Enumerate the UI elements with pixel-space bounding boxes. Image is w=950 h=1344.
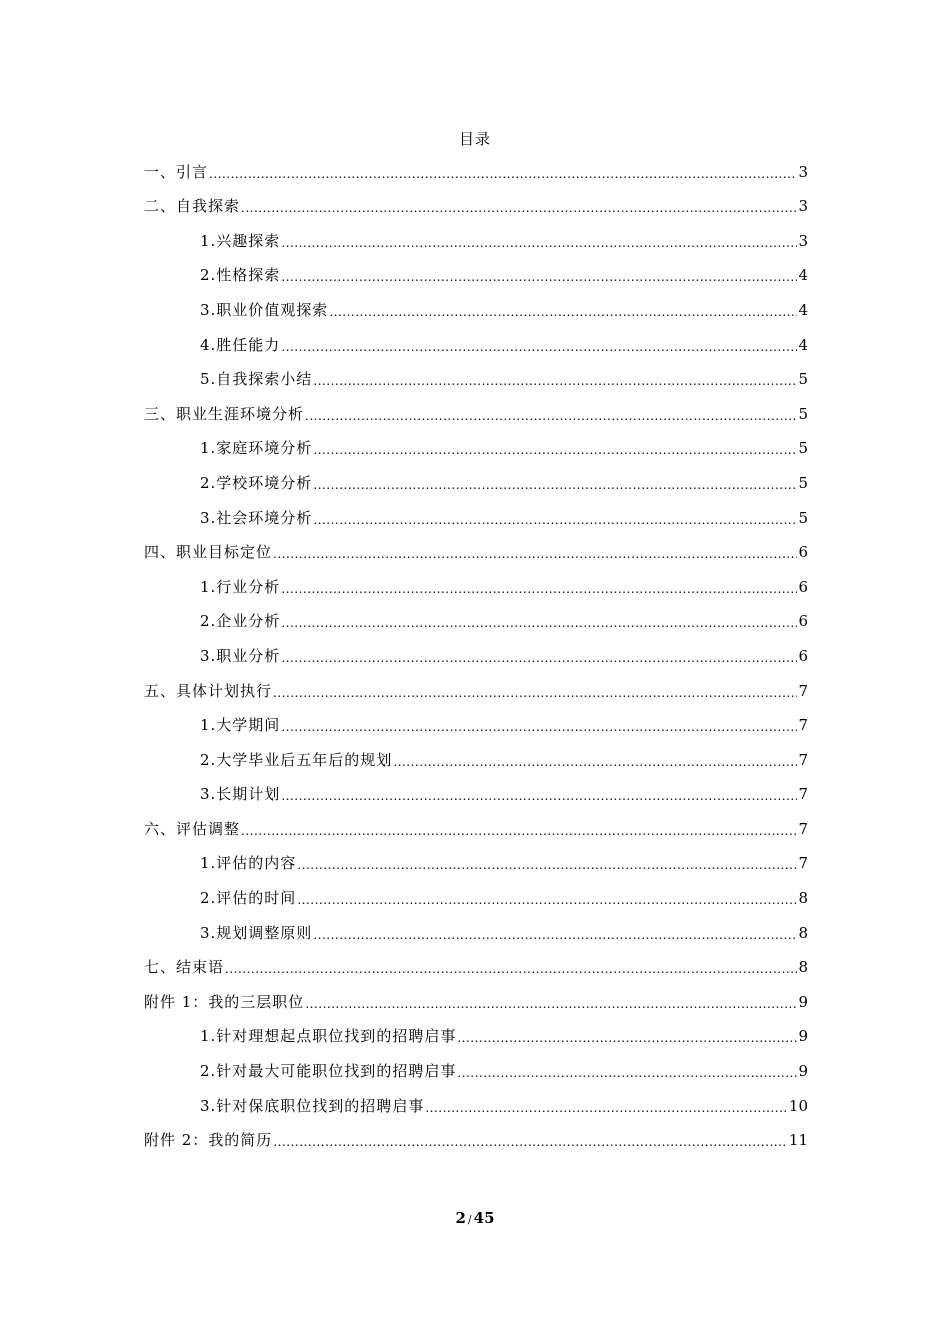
toc-dot-leader: [305, 997, 797, 1013]
toc-entry[interactable]: [144, 981, 808, 1016]
toc-dot-leader: [313, 374, 797, 390]
toc-entry[interactable]: [144, 947, 808, 982]
toc-dot-leader: [281, 651, 797, 667]
toc-title: 目录: [458, 130, 491, 148]
toc-entry[interactable]: [144, 877, 808, 912]
toc-dot-leader: [281, 236, 797, 252]
toc-entry-label: 一、引言: [144, 162, 209, 181]
toc-entry-page-number: 6: [798, 646, 808, 665]
toc-entry-page-number: 5: [798, 473, 808, 492]
toc-entry[interactable]: [144, 359, 808, 394]
toc-entry[interactable]: [144, 255, 808, 290]
toc-entry-page-number: 9: [798, 1027, 808, 1046]
toc-dot-leader: [281, 616, 797, 632]
toc-entry-label: 七、结束语: [144, 958, 225, 977]
toc-entry-page-number: 8: [798, 889, 808, 908]
toc-entry-page-number: 4: [798, 266, 808, 285]
toc-dot-leader: [281, 720, 797, 736]
toc-entry-label: 1.大学期间: [200, 716, 281, 735]
toc-entry-page-number: 6: [798, 612, 808, 631]
toc-entry-page-number: 6: [798, 577, 808, 596]
toc-dot-leader: [281, 582, 797, 598]
toc-entry-label: 1.兴趣探索: [200, 231, 281, 250]
toc-entry-page-number: 7: [798, 854, 808, 873]
toc-entry[interactable]: [144, 774, 808, 809]
toc-entry-label: 四、职业目标定位: [144, 543, 273, 562]
toc-entry-page-number: 3: [798, 162, 808, 181]
toc-entry-label: 1.行业分析: [200, 577, 281, 596]
toc-entry-page-number: 7: [798, 785, 808, 804]
toc-entry-page-number: 7: [798, 716, 808, 735]
toc-entry-label: 1.评估的内容: [200, 854, 297, 873]
toc-entry-label: 三、职业生涯环境分析: [144, 404, 305, 423]
toc-dot-leader: [273, 686, 797, 702]
toc-entry-label: 4.胜任能力: [200, 335, 281, 354]
toc-list: [144, 151, 808, 1154]
toc-entry[interactable]: [144, 151, 808, 186]
toc-entry-page-number: 3: [798, 231, 808, 250]
toc-dot-leader: [273, 547, 797, 563]
toc-entry-label: 附件 2：我的简历: [144, 1131, 273, 1150]
toc-entry-page-number: 4: [798, 300, 808, 319]
toc-dot-leader: [281, 270, 797, 286]
toc-dot-leader: [241, 824, 797, 840]
toc-entry[interactable]: [144, 1120, 808, 1155]
toc-dot-leader: [273, 1135, 788, 1151]
toc-dot-leader: [313, 513, 797, 529]
toc-dot-leader: [297, 858, 797, 874]
toc-entry[interactable]: [144, 324, 808, 359]
toc-entry-label: 2.性格探索: [200, 266, 281, 285]
toc-entry[interactable]: [144, 1050, 808, 1085]
toc-dot-leader: [457, 1066, 797, 1082]
toc-entry[interactable]: [144, 532, 808, 567]
toc-entry[interactable]: [144, 462, 808, 497]
toc-entry-label: 六、评估调整: [144, 819, 241, 838]
toc-entry-page-number: 8: [798, 958, 808, 977]
toc-entry-page-number: 11: [788, 1131, 808, 1150]
toc-entry-label: 附件 1：我的三层职位: [144, 992, 305, 1011]
toc-entry-label: 2.企业分析: [200, 612, 281, 631]
toc-entry[interactable]: [144, 739, 808, 774]
toc-dot-leader: [209, 167, 797, 183]
toc-entry-page-number: 10: [788, 1096, 808, 1115]
toc-entry[interactable]: [144, 186, 808, 221]
toc-entry-label: 3.职业价值观探索: [200, 300, 329, 319]
toc-entry-page-number: 5: [798, 370, 808, 389]
toc-entry-label: 3.长期计划: [200, 785, 281, 804]
toc-entry-page-number: 7: [798, 681, 808, 700]
toc-entry-page-number: 4: [798, 335, 808, 354]
toc-dot-leader: [241, 201, 797, 217]
toc-entry-page-number: 3: [798, 197, 808, 216]
toc-entry-label: 3.社会环境分析: [200, 508, 313, 527]
toc-entry-page-number: 5: [798, 404, 808, 423]
toc-dot-leader: [313, 478, 797, 494]
page-separator: /: [467, 1213, 472, 1226]
toc-entry-label: 2.大学毕业后五年后的规划: [200, 750, 393, 769]
toc-entry[interactable]: [144, 1016, 808, 1051]
toc-entry-label: 2.学校环境分析: [200, 473, 313, 492]
toc-entry[interactable]: [144, 1085, 808, 1120]
page-footer: [0, 1207, 950, 1231]
toc-dot-leader: [281, 789, 797, 805]
toc-entry-page-number: 9: [798, 1062, 808, 1081]
toc-dot-leader: [297, 893, 797, 909]
toc-entry-page-number: 9: [798, 992, 808, 1011]
toc-entry[interactable]: [144, 393, 808, 428]
toc-entry[interactable]: [144, 912, 808, 947]
toc-entry-label: 2.评估的时间: [200, 889, 297, 908]
toc-dot-leader: [313, 928, 797, 944]
toc-dot-leader: [225, 962, 797, 978]
toc-entry[interactable]: [144, 497, 808, 532]
total-page-count: 45: [473, 1209, 495, 1227]
toc-entry[interactable]: [144, 635, 808, 670]
toc-entry[interactable]: [144, 670, 808, 705]
toc-entry[interactable]: [144, 220, 808, 255]
toc-entry-page-number: 5: [798, 508, 808, 527]
toc-dot-leader: [313, 443, 797, 459]
toc-entry[interactable]: [144, 843, 808, 878]
toc-dot-leader: [425, 1101, 788, 1117]
toc-entry[interactable]: [144, 428, 808, 463]
toc-entry[interactable]: [144, 601, 808, 636]
toc-entry[interactable]: [144, 808, 808, 843]
toc-entry-label: 五、具体计划执行: [144, 681, 273, 700]
toc-entry[interactable]: [144, 705, 808, 740]
toc-entry-page-number: 8: [798, 923, 808, 942]
toc-entry-page-number: 5: [798, 439, 808, 458]
toc-entry-label: 5.自我探索小结: [200, 370, 313, 389]
toc-entry-page-number: 7: [798, 819, 808, 838]
toc-entry-label: 3.针对保底职位找到的招聘启事: [200, 1096, 425, 1115]
toc-entry-page-number: 6: [798, 543, 808, 562]
toc-entry-label: 1.针对理想起点职位找到的招聘启事: [200, 1027, 457, 1046]
toc-dot-leader: [305, 409, 797, 425]
toc-dot-leader: [393, 755, 797, 771]
toc-entry-page-number: 7: [798, 750, 808, 769]
toc-entry-label: 二、自我探索: [144, 197, 241, 216]
toc-entry-label: 2.针对最大可能职位找到的招聘启事: [200, 1062, 457, 1081]
toc-entry[interactable]: [144, 566, 808, 601]
current-page-number: 2: [455, 1209, 466, 1227]
toc-entry-label: 3.规划调整原则: [200, 923, 313, 942]
toc-dot-leader: [281, 340, 797, 356]
toc-entry-label: 1.家庭环境分析: [200, 439, 313, 458]
toc-dot-leader: [329, 305, 797, 321]
toc-entry[interactable]: [144, 289, 808, 324]
toc-entry-label: 3.职业分析: [200, 646, 281, 665]
toc-dot-leader: [457, 1031, 797, 1047]
